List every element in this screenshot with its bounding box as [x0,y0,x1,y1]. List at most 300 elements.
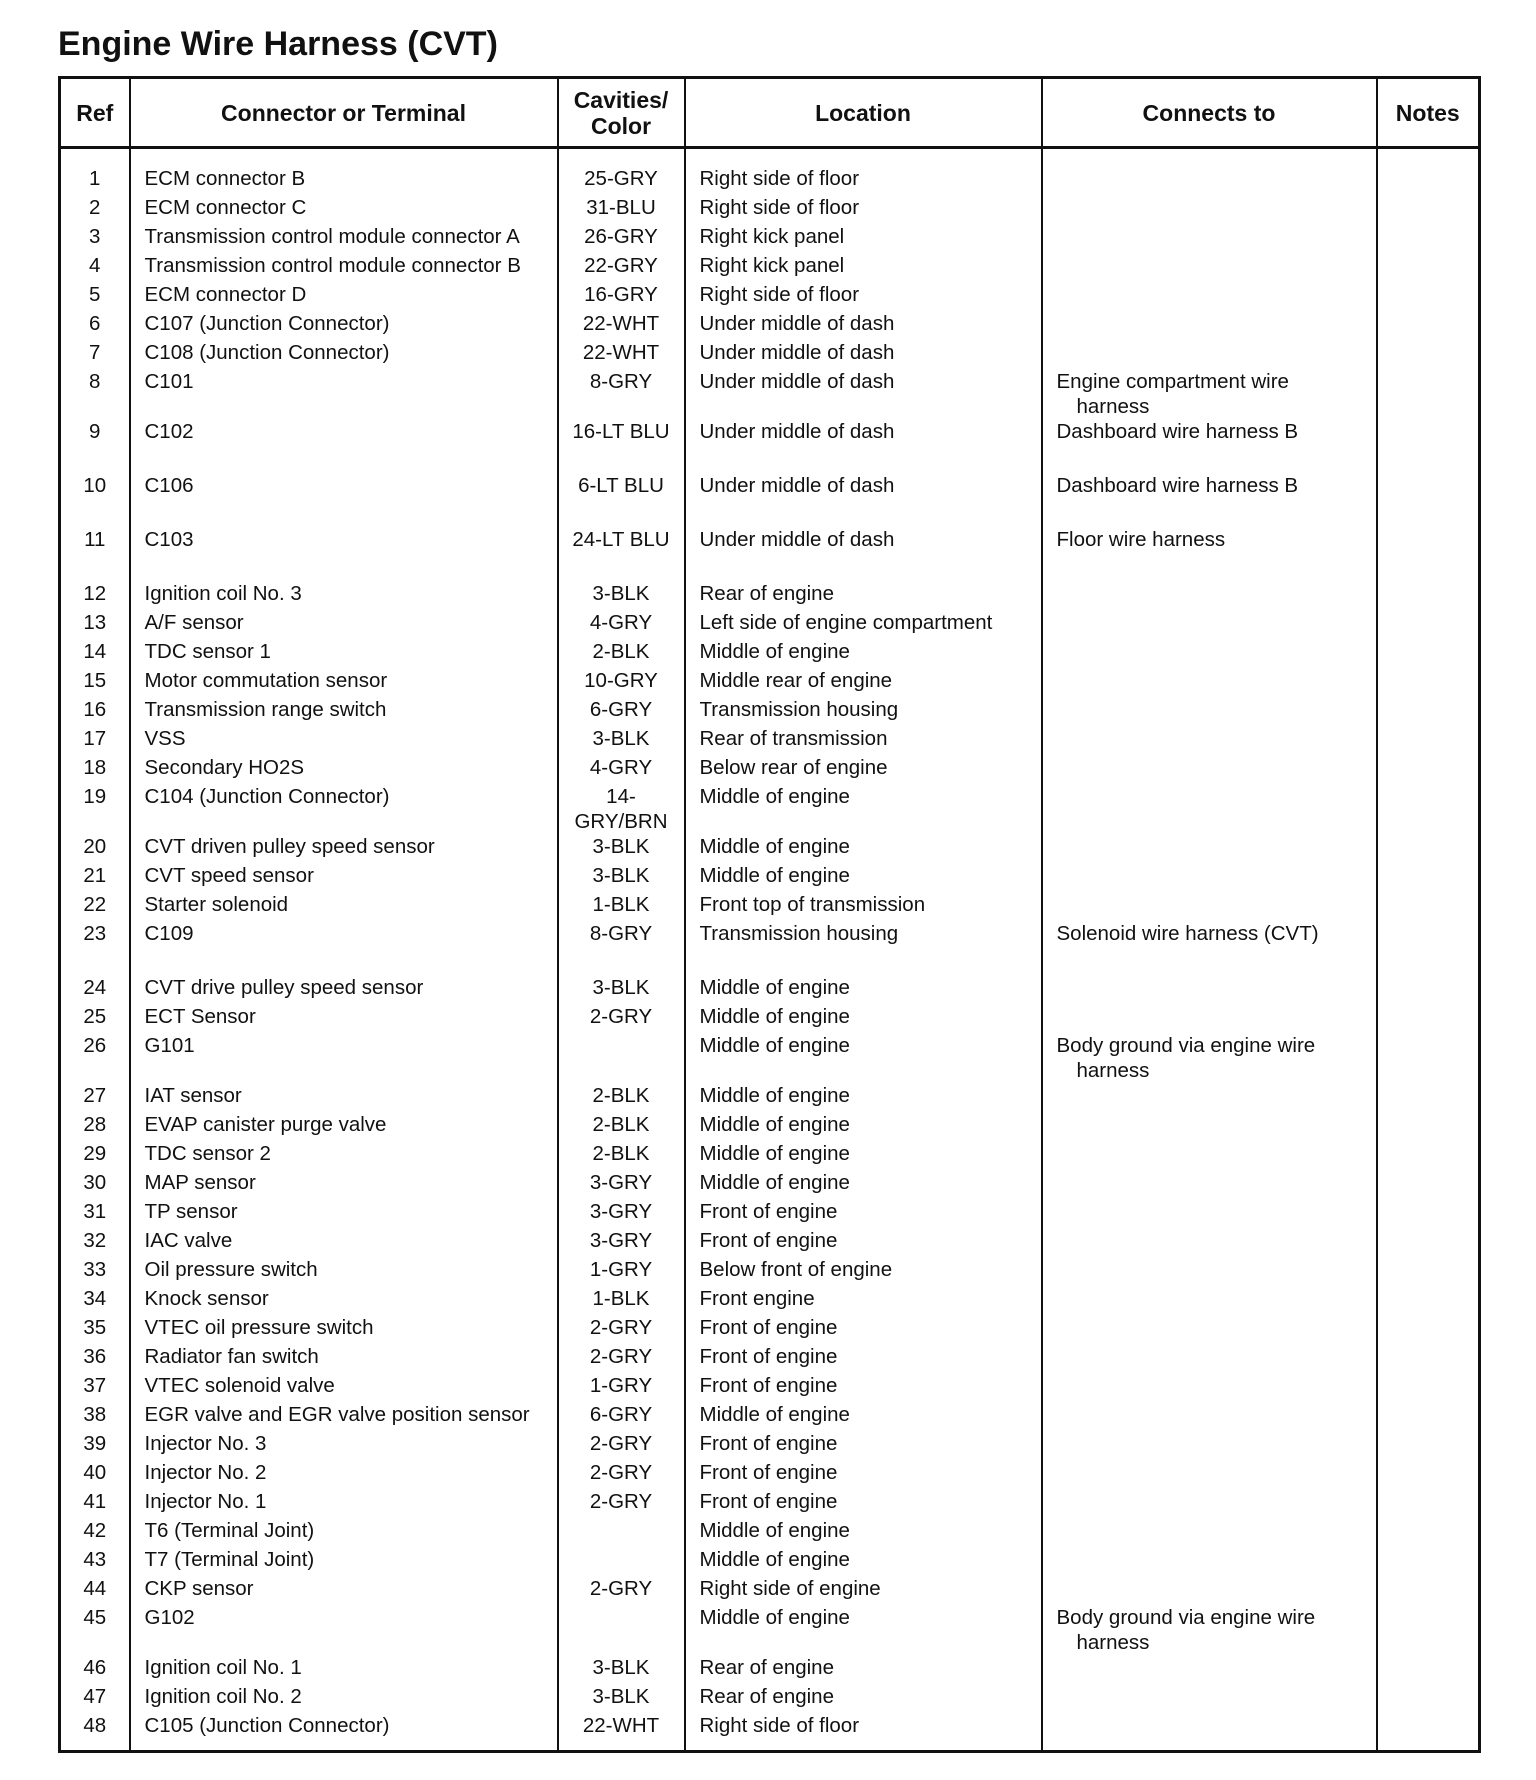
cavities-value: 3-GRY [589,1200,653,1223]
cavities-value: 10-GRY [584,669,658,692]
table-row [60,253,1480,282]
cavities-value: 3-BLK [592,1656,650,1679]
connector-cell: Ignition coil No. 3 [130,581,558,610]
notes-cell [1377,755,1480,784]
table-row [60,784,1480,834]
cavities-cell [558,1489,685,1518]
notes-cell [1377,1373,1480,1402]
location-cell: Right side of floor [685,1713,1042,1752]
table-row [60,1286,1480,1315]
cavities-cell [558,1547,685,1576]
notes-cell [1377,975,1480,1004]
connects-to-cell [1042,253,1377,282]
notes-cell [1377,668,1480,697]
location-cell: Front of engine [685,1199,1042,1228]
cavities-value: 2-GRY [589,1432,653,1455]
ref-cell: 16 [60,697,130,726]
table-row [60,1004,1480,1033]
notes-cell [1377,1684,1480,1713]
cavities-cell [558,697,685,726]
cavities-value: 2-BLK [592,1084,650,1107]
notes-cell [1377,1605,1480,1655]
notes-cell [1377,1489,1480,1518]
column-header-cavities-line1: Cavities/ [573,86,669,113]
connects-to-value: Floor wire harness [1056,528,1226,551]
connects-to-value-continued: harness [1076,395,1150,418]
ref-cell: 37 [60,1373,130,1402]
cavities-cell [558,921,685,975]
connector-cell: CKP sensor [130,1576,558,1605]
location-cell: Middle of engine [685,1605,1042,1655]
cavities-value: 1-GRY [589,1258,653,1281]
cavities-value: 2-GRY [589,1490,653,1513]
ref-cell: 14 [60,639,130,668]
ref-cell: 10 [60,473,130,527]
cavities-value: 2-GRY [589,1577,653,1600]
cavities-value: 16-LT BLU [572,420,670,443]
table-row [60,419,1480,473]
connector-cell: Radiator fan switch [130,1344,558,1373]
cavities-cell [558,1170,685,1199]
notes-cell [1377,639,1480,668]
cavities-value: 26-GRY [584,225,658,248]
ref-cell: 17 [60,726,130,755]
cavities-cell [558,639,685,668]
location-cell: Middle of engine [685,639,1042,668]
connector-cell: IAT sensor [130,1083,558,1112]
connects-to-cell [1042,1460,1377,1489]
location-cell: Front of engine [685,1373,1042,1402]
notes-cell [1377,1112,1480,1141]
location-cell: Rear of engine [685,581,1042,610]
table-row [60,975,1480,1004]
connector-cell: G102 [130,1605,558,1655]
cavities-value: 22-WHT [582,341,660,364]
cavities-value: 2-GRY [589,1316,653,1339]
connects-to-cell [1042,195,1377,224]
connector-cell: Transmission range switch [130,697,558,726]
cavities-value: 4-GRY [589,611,653,634]
connects-to-cell [1042,1605,1377,1655]
table-row [60,726,1480,755]
table-row [60,610,1480,639]
cavities-value: 24-LT BLU [572,528,670,551]
location-cell: Below rear of engine [685,755,1042,784]
table-row [60,473,1480,527]
notes-cell [1377,311,1480,340]
cavities-value: 25-GRY [584,167,658,190]
table-row [60,1489,1480,1518]
connector-cell: VTEC oil pressure switch [130,1315,558,1344]
cavities-cell [558,892,685,921]
ref-cell: 4 [60,253,130,282]
connector-cell: C105 (Junction Connector) [130,1713,558,1752]
cavities-cell [558,834,685,863]
table-row [60,1344,1480,1373]
location-cell: Under middle of dash [685,419,1042,473]
connector-cell: Ignition coil No. 2 [130,1684,558,1713]
connector-cell: C106 [130,473,558,527]
cavities-cell [558,148,685,196]
location-cell: Right side of floor [685,148,1042,196]
cavities-value: 6-GRY [589,698,653,721]
table-row [60,1547,1480,1576]
table-row [60,148,1480,196]
cavities-value: 3-BLK [592,582,650,605]
table-row [60,1141,1480,1170]
notes-cell [1377,369,1480,419]
connects-to-cell [1042,1373,1377,1402]
ref-cell: 27 [60,1083,130,1112]
notes-cell [1377,863,1480,892]
cavities-cell [558,1684,685,1713]
ref-cell: 46 [60,1655,130,1684]
connects-to-value: Solenoid wire harness (CVT) [1056,922,1319,945]
table-row [60,834,1480,863]
location-cell: Middle of engine [685,1170,1042,1199]
cavities-cell [558,581,685,610]
cavities-cell [558,1518,685,1547]
connects-to-cell [1042,148,1377,196]
location-cell: Middle of engine [685,1083,1042,1112]
connector-cell: EVAP canister purge valve [130,1112,558,1141]
table-row [60,1518,1480,1547]
notes-cell [1377,1257,1480,1286]
cavities-cell [558,1315,685,1344]
page-title: Engine Wire Harness (CVT) [58,25,498,63]
connects-to-value: Dashboard wire harness B [1056,474,1299,497]
notes-cell [1377,1460,1480,1489]
location-cell: Right kick panel [685,253,1042,282]
cavities-cell [558,1112,685,1141]
ref-cell: 24 [60,975,130,1004]
location-cell: Rear of engine [685,1655,1042,1684]
cavities-cell [558,311,685,340]
ref-cell: 12 [60,581,130,610]
table-row [60,863,1480,892]
connects-to-cell [1042,784,1377,834]
cavities-value: 6-GRY [589,1403,653,1426]
connects-to-value-continued: harness [1076,1059,1150,1082]
connects-to-value: Dashboard wire harness B [1056,420,1299,443]
table-row [60,1257,1480,1286]
cavities-value-continued: GRY/BRN [574,810,668,833]
location-cell: Middle of engine [685,863,1042,892]
connects-to-cell [1042,668,1377,697]
ref-cell: 29 [60,1141,130,1170]
connector-cell: Injector No. 3 [130,1431,558,1460]
connector-cell: T7 (Terminal Joint) [130,1547,558,1576]
ref-cell: 48 [60,1713,130,1752]
connector-cell: ECM connector C [130,195,558,224]
notes-cell [1377,1141,1480,1170]
connector-cell: Secondary HO2S [130,755,558,784]
cavities-cell [558,1460,685,1489]
cavities-value: 2-GRY [589,1005,653,1028]
connects-to-cell [1042,834,1377,863]
cavities-cell [558,726,685,755]
table-row [60,340,1480,369]
ref-cell: 13 [60,610,130,639]
connects-to-cell [1042,1257,1377,1286]
ref-cell: 30 [60,1170,130,1199]
connects-to-value-continued: harness [1076,1631,1150,1654]
connects-to-cell [1042,1033,1377,1083]
notes-cell [1377,892,1480,921]
location-cell: Left side of engine compartment [685,610,1042,639]
connector-cell: Injector No. 2 [130,1460,558,1489]
connector-cell: Knock sensor [130,1286,558,1315]
location-cell: Middle of engine [685,1112,1042,1141]
location-cell: Front of engine [685,1315,1042,1344]
cavities-value: 2-GRY [589,1461,653,1484]
connects-to-cell [1042,863,1377,892]
table-row [60,369,1480,419]
cavities-cell [558,1004,685,1033]
table-row [60,921,1480,975]
cavities-cell [558,1605,685,1655]
table-row [60,581,1480,610]
ref-cell: 38 [60,1402,130,1431]
location-cell: Below front of engine [685,1257,1042,1286]
connects-to-cell [1042,473,1377,527]
cavities-cell [558,1402,685,1431]
connects-to-cell [1042,1141,1377,1170]
notes-cell [1377,834,1480,863]
notes-cell [1377,253,1480,282]
notes-cell [1377,195,1480,224]
connector-cell: C102 [130,419,558,473]
cavities-cell [558,527,685,581]
connects-to-cell [1042,639,1377,668]
column-header-cavities [558,78,685,148]
connects-to-cell [1042,1112,1377,1141]
connects-to-cell [1042,697,1377,726]
cavities-value: 2-BLK [592,1113,650,1136]
table-row [60,1315,1480,1344]
table-row [60,1713,1480,1752]
connects-to-cell [1042,282,1377,311]
connects-to-cell [1042,527,1377,581]
table-row [60,697,1480,726]
cavities-value: 8-GRY [589,370,653,393]
table-row [60,1033,1480,1083]
location-cell: Middle rear of engine [685,668,1042,697]
ref-cell: 45 [60,1605,130,1655]
connector-cell: Injector No. 1 [130,1489,558,1518]
connector-cell: TDC sensor 1 [130,639,558,668]
cavities-cell [558,282,685,311]
connector-cell: Transmission control module connector B [130,253,558,282]
location-cell: Right side of engine [685,1576,1042,1605]
connects-to-cell [1042,1083,1377,1112]
notes-cell [1377,726,1480,755]
cavities-value: 1-GRY [589,1374,653,1397]
cavities-value: 3-GRY [589,1229,653,1252]
cavities-value: 2-GRY [589,1345,653,1368]
ref-cell: 8 [60,369,130,419]
ref-cell: 40 [60,1460,130,1489]
ref-cell: 15 [60,668,130,697]
connector-cell: IAC valve [130,1228,558,1257]
ref-cell: 44 [60,1576,130,1605]
location-cell: Middle of engine [685,1004,1042,1033]
connects-to-cell [1042,1684,1377,1713]
connects-to-cell [1042,1286,1377,1315]
ref-cell: 2 [60,195,130,224]
connects-to-cell [1042,1547,1377,1576]
connector-cell: EGR valve and EGR valve position sensor [130,1402,558,1431]
connects-to-cell [1042,975,1377,1004]
table-row [60,892,1480,921]
cavities-cell [558,1373,685,1402]
table-header-row [60,78,1480,148]
cavities-value: 3-BLK [592,976,650,999]
connects-to-cell [1042,311,1377,340]
connector-cell: C108 (Junction Connector) [130,340,558,369]
connects-to-cell [1042,1228,1377,1257]
cavities-value: 1-BLK [592,1287,650,1310]
notes-cell [1377,784,1480,834]
cavities-value: 22-WHT [582,312,660,335]
connector-cell: CVT driven pulley speed sensor [130,834,558,863]
notes-cell [1377,1431,1480,1460]
location-cell: Middle of engine [685,1547,1042,1576]
ref-cell: 19 [60,784,130,834]
table-row [60,1684,1480,1713]
notes-cell [1377,610,1480,639]
location-cell: Middle of engine [685,1141,1042,1170]
cavities-value: 22-GRY [584,254,658,277]
cavities-cell [558,224,685,253]
ref-cell: 43 [60,1547,130,1576]
table-row [60,1228,1480,1257]
cavities-value: 4-GRY [589,756,653,779]
cavities-cell [558,1576,685,1605]
notes-cell [1377,1083,1480,1112]
location-cell: Front of engine [685,1344,1042,1373]
location-cell: Middle of engine [685,1033,1042,1083]
ref-cell: 18 [60,755,130,784]
cavities-cell [558,1033,685,1083]
ref-cell: 36 [60,1344,130,1373]
location-cell: Right side of floor [685,282,1042,311]
ref-cell: 34 [60,1286,130,1315]
column-header-cavities-line2: Color [590,112,652,139]
cavities-cell [558,419,685,473]
location-cell: Front of engine [685,1489,1042,1518]
connects-to-cell [1042,1576,1377,1605]
connector-cell: A/F sensor [130,610,558,639]
ref-cell: 5 [60,282,130,311]
notes-cell [1377,419,1480,473]
connector-cell: C101 [130,369,558,419]
cavities-cell [558,1141,685,1170]
ref-cell: 7 [60,340,130,369]
notes-cell [1377,282,1480,311]
cavities-cell [558,369,685,419]
table-body [60,148,1480,1752]
ref-cell: 26 [60,1033,130,1083]
ref-cell: 33 [60,1257,130,1286]
ref-cell: 42 [60,1518,130,1547]
connects-to-cell [1042,369,1377,419]
notes-cell [1377,1547,1480,1576]
connects-to-cell [1042,1344,1377,1373]
cavities-cell [558,1431,685,1460]
table-row [60,1083,1480,1112]
location-cell: Under middle of dash [685,311,1042,340]
ref-cell: 28 [60,1112,130,1141]
connects-to-cell [1042,1315,1377,1344]
connector-cell: Oil pressure switch [130,1257,558,1286]
connector-cell: Motor commutation sensor [130,668,558,697]
table-row [60,1112,1480,1141]
notes-cell [1377,1170,1480,1199]
cavities-cell [558,863,685,892]
location-cell: Middle of engine [685,1518,1042,1547]
connector-cell: VTEC solenoid valve [130,1373,558,1402]
cavities-value: 3-BLK [592,835,650,858]
location-cell: Transmission housing [685,697,1042,726]
connects-to-value: Body ground via engine wire [1056,1034,1316,1057]
table-row [60,1373,1480,1402]
ref-cell: 31 [60,1199,130,1228]
ref-cell: 20 [60,834,130,863]
cavities-value: 2-BLK [592,1142,650,1165]
connects-to-cell [1042,1518,1377,1547]
column-header-connector: Connector or Terminal [130,78,558,148]
connector-cell: Ignition coil No. 1 [130,1655,558,1684]
connects-to-cell [1042,1713,1377,1752]
cavities-cell [558,784,685,834]
cavities-cell [558,610,685,639]
notes-cell [1377,1315,1480,1344]
connector-table [58,76,1481,1753]
connects-to-cell [1042,755,1377,784]
column-header-connects-to: Connects to [1042,78,1377,148]
notes-cell [1377,1402,1480,1431]
notes-cell [1377,1033,1480,1083]
ref-cell: 35 [60,1315,130,1344]
connects-to-cell [1042,1655,1377,1684]
location-cell: Rear of transmission [685,726,1042,755]
notes-cell [1377,148,1480,196]
notes-cell [1377,1286,1480,1315]
notes-cell [1377,1576,1480,1605]
column-header-ref: Ref [60,78,130,148]
connector-cell: C109 [130,921,558,975]
connector-cell: CVT drive pulley speed sensor [130,975,558,1004]
cavities-value: 2-BLK [592,640,650,663]
connects-to-cell [1042,1402,1377,1431]
notes-cell [1377,1004,1480,1033]
connector-cell: Transmission control module connector A [130,224,558,253]
location-cell: Right side of floor [685,195,1042,224]
table-row [60,527,1480,581]
location-cell: Middle of engine [685,784,1042,834]
notes-cell [1377,1713,1480,1752]
cavities-cell [558,1083,685,1112]
connector-cell: Starter solenoid [130,892,558,921]
notes-cell [1377,1199,1480,1228]
connects-to-cell [1042,419,1377,473]
connects-to-cell [1042,1489,1377,1518]
ref-cell: 22 [60,892,130,921]
location-cell: Rear of engine [685,1684,1042,1713]
location-cell: Front of engine [685,1431,1042,1460]
connects-to-cell [1042,892,1377,921]
